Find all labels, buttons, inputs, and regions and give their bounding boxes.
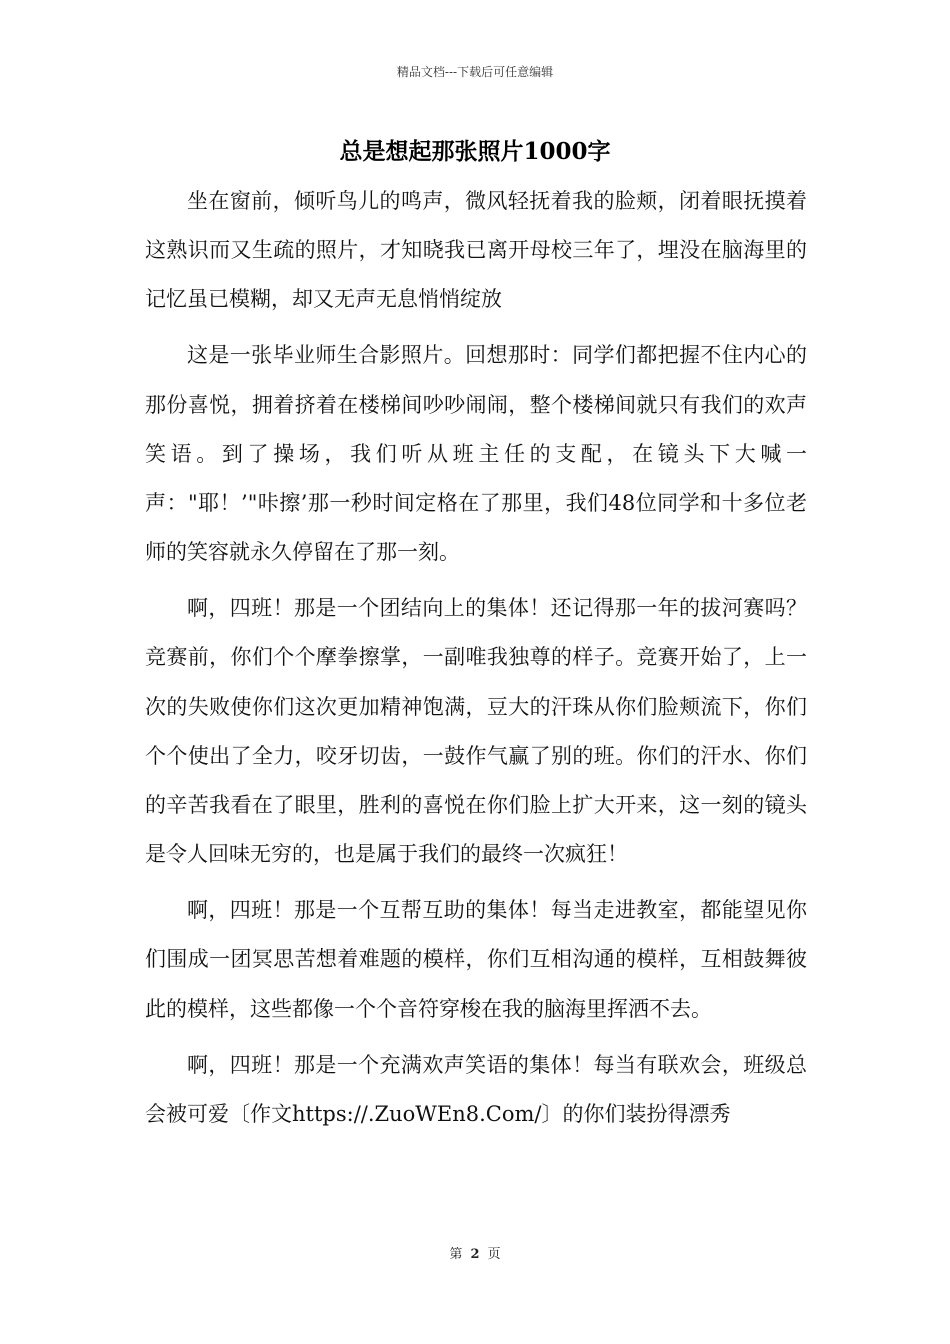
page-footer	[0, 1246, 950, 1264]
document-title: 总是想起那张照片1000字	[339, 138, 611, 165]
page-header: 精品文档---下载后可任意编辑	[396, 65, 554, 79]
page-number: 2	[470, 1247, 480, 1262]
page-number-prefix: 第	[449, 1247, 463, 1262]
paragraph: 这是一张毕业师生合影照片。回想那时：同学们都把握不住内心的那份喜悦，拥着挤着在楼梯间吵吵闹闹，整个楼梯间就只有我们的欢声笑语。到了操场，我们听从班主任的支配，在镜头下大喊一声："耶！’"咔擦’那一秒时间定格在了那里，我们48位同学和十多位老师的笑容就永久停留在了那一刻。	[145, 343, 807, 565]
paragraph: 啊，四班！那是一个充满欢声笑语的集体！每当有联欢会，班级总会被可爱〔作文https://.ZuoWEn8.Com/〕的你们装扮得漂秀	[145, 1052, 807, 1126]
paragraph: 啊，四班！那是一个互帮互助的集体！每当走进教室，都能望见你们围成一团冥思苦想着难题的模样，你们互相沟通的模样，互相鼓舞彼此的模样，这些都像一个个音符穿梭在我的脑海里挥洒不去。	[145, 898, 807, 1021]
paragraph: 啊，四班！那是一个团结向上的集体！还记得那一年的拔河赛吗？竞赛前，你们个个摩拳擦掌，一副唯我独尊的样子。竞赛开始了，上一次的失败使你们这次更加精神饱满，豆大的汗珠从你们脸颊流下，你们个个使出了全力，咬牙切齿，一鼓作气赢了别的班。你们的汗水、你们的辛苦我看在了眼里，胜利的喜悦在你们脸上扩大开来，这一刻的镜头是令人回味无穷的，也是属于我们的最终一次疯狂！	[145, 596, 807, 867]
document-body	[145, 177, 807, 1146]
page-number-suffix: 页	[487, 1247, 501, 1262]
paragraph: 坐在窗前，倾听鸟儿的鸣声，微风轻抚着我的脸颊，闭着眼抚摸着这熟识而又生疏的照片，才知晓我已离开母校三年了，埋没在脑海里的记忆虽已模糊，却又无声无息悄悄绽放	[145, 189, 807, 312]
